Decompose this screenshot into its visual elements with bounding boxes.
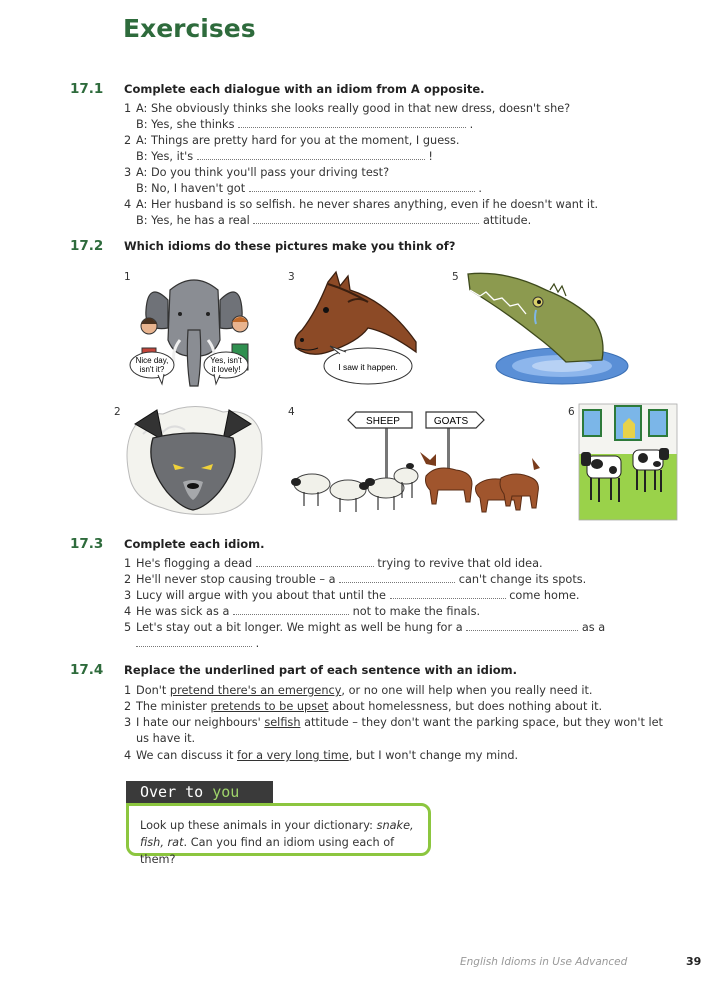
dialogue-line: 1 A: She obviously thinks she looks really good in that new dress, doesn't she? xyxy=(124,102,571,115)
exercise-instruction: Complete each idiom. xyxy=(124,537,265,551)
answer-blank[interactable] xyxy=(253,222,479,224)
book-title-footer: English Idioms in Use Advanced xyxy=(460,956,628,968)
over-to-you-box: Look up these animals in your dictionary: snake, fish, rat. Can you find an idiom using each of them? xyxy=(126,803,431,856)
exercise-number: 17.2 xyxy=(70,238,104,254)
dialogue-line: B: Yes, she thinks . xyxy=(136,118,474,131)
signpost-text: GOATS xyxy=(433,416,469,427)
exercise-number: 17.3 xyxy=(70,536,104,552)
answer-blank[interactable] xyxy=(233,613,349,615)
elephant-picture xyxy=(128,270,260,388)
underlined-phrase: pretend there's an emergency xyxy=(169,684,342,697)
exercise-item: 4 We can discuss it for a very long time, but I won't change my mind. xyxy=(124,749,519,762)
exercise-item: 1 Don't pretend there's an emergency, or no one will help when you really need it. xyxy=(124,684,593,697)
dialogue-line: B: No, I haven't got . xyxy=(136,182,482,195)
exercise-item: 2 He'll never stop causing trouble – a can't change its spots. xyxy=(124,573,587,586)
answer-blank[interactable] xyxy=(466,629,578,631)
dialogue-line: B: Yes, he has a real attitude. xyxy=(136,214,532,227)
picture-number: 3 xyxy=(288,271,295,283)
answer-blank[interactable] xyxy=(238,126,466,128)
picture-number: 4 xyxy=(288,406,295,418)
picture-number: 6 xyxy=(568,406,575,418)
exercise-item: us have it. xyxy=(136,732,196,745)
underlined-phrase: for a very long time xyxy=(237,749,349,762)
exercise-item: . xyxy=(124,637,259,650)
crocodile-picture xyxy=(466,268,628,386)
underlined-phrase: pretends to be upset xyxy=(210,700,329,713)
exercise-number: 17.1 xyxy=(70,81,104,97)
picture-number: 5 xyxy=(452,271,459,283)
answer-blank[interactable] xyxy=(249,190,475,192)
dialogue-line: B: Yes, it's ! xyxy=(136,150,433,163)
page-title: Exercises xyxy=(123,14,256,43)
exercise-item: 1 He's flogging a dead trying to revive that old idea. xyxy=(124,557,543,570)
sheep-goats-picture xyxy=(286,406,546,521)
cows-picture xyxy=(579,404,677,520)
answer-blank[interactable] xyxy=(256,565,374,567)
over-to-you-tab: Over to you xyxy=(126,781,273,803)
dialogue-line: 3 A: Do you think you'll pass your driving test? xyxy=(124,166,390,179)
dialogue-line: 2 A: Things are pretty hard for you at the moment, I guess. xyxy=(124,134,460,147)
exercise-number: 17.4 xyxy=(70,662,104,678)
speech-bubble-text: Nice day, xyxy=(135,356,169,365)
underlined-phrase: selfish xyxy=(264,716,301,729)
dialogue-line: 4 A: Her husband is so selfish. he never shares anything, even if he doesn't want it. xyxy=(124,198,599,211)
picture-number: 2 xyxy=(114,406,121,418)
page-number: 39 xyxy=(686,955,702,968)
exercise-item: 3 Lucy will argue with you about that until the come home. xyxy=(124,589,580,602)
signpost-text: SHEEP xyxy=(366,416,400,427)
picture-number: 1 xyxy=(124,271,131,283)
speech-bubble-text: I saw it happen. xyxy=(338,362,398,372)
speech-bubble-text: it lovely! xyxy=(211,365,241,374)
exercise-item: 2 The minister pretends to be upset about homelessness, but does nothing about it. xyxy=(124,700,603,713)
exercise-item: 5 Let's stay out a bit longer. We might as well be hung for a as a xyxy=(124,621,606,634)
horse-picture xyxy=(288,272,418,387)
exercise-instruction: Complete each dialogue with an idiom from A opposite. xyxy=(124,82,485,96)
answer-blank[interactable] xyxy=(390,597,506,599)
speech-bubble-text: isn't it? xyxy=(139,365,165,374)
answer-blank[interactable] xyxy=(339,581,455,583)
exercise-item: 3 I hate our neighbours' selfish attitude – they don't want the parking space, but they won't let xyxy=(124,716,663,729)
answer-blank[interactable] xyxy=(197,158,425,160)
answer-blank[interactable] xyxy=(136,645,252,647)
exercise-instruction: Replace the underlined part of each sentence with an idiom. xyxy=(124,663,518,677)
wolf-picture xyxy=(123,404,265,516)
exercise-item: 4 He was sick as a not to make the finals. xyxy=(124,605,481,618)
speech-bubble-text: Yes, isn't xyxy=(210,356,242,365)
exercise-instruction: Which idioms do these pictures make you think of? xyxy=(124,239,456,253)
